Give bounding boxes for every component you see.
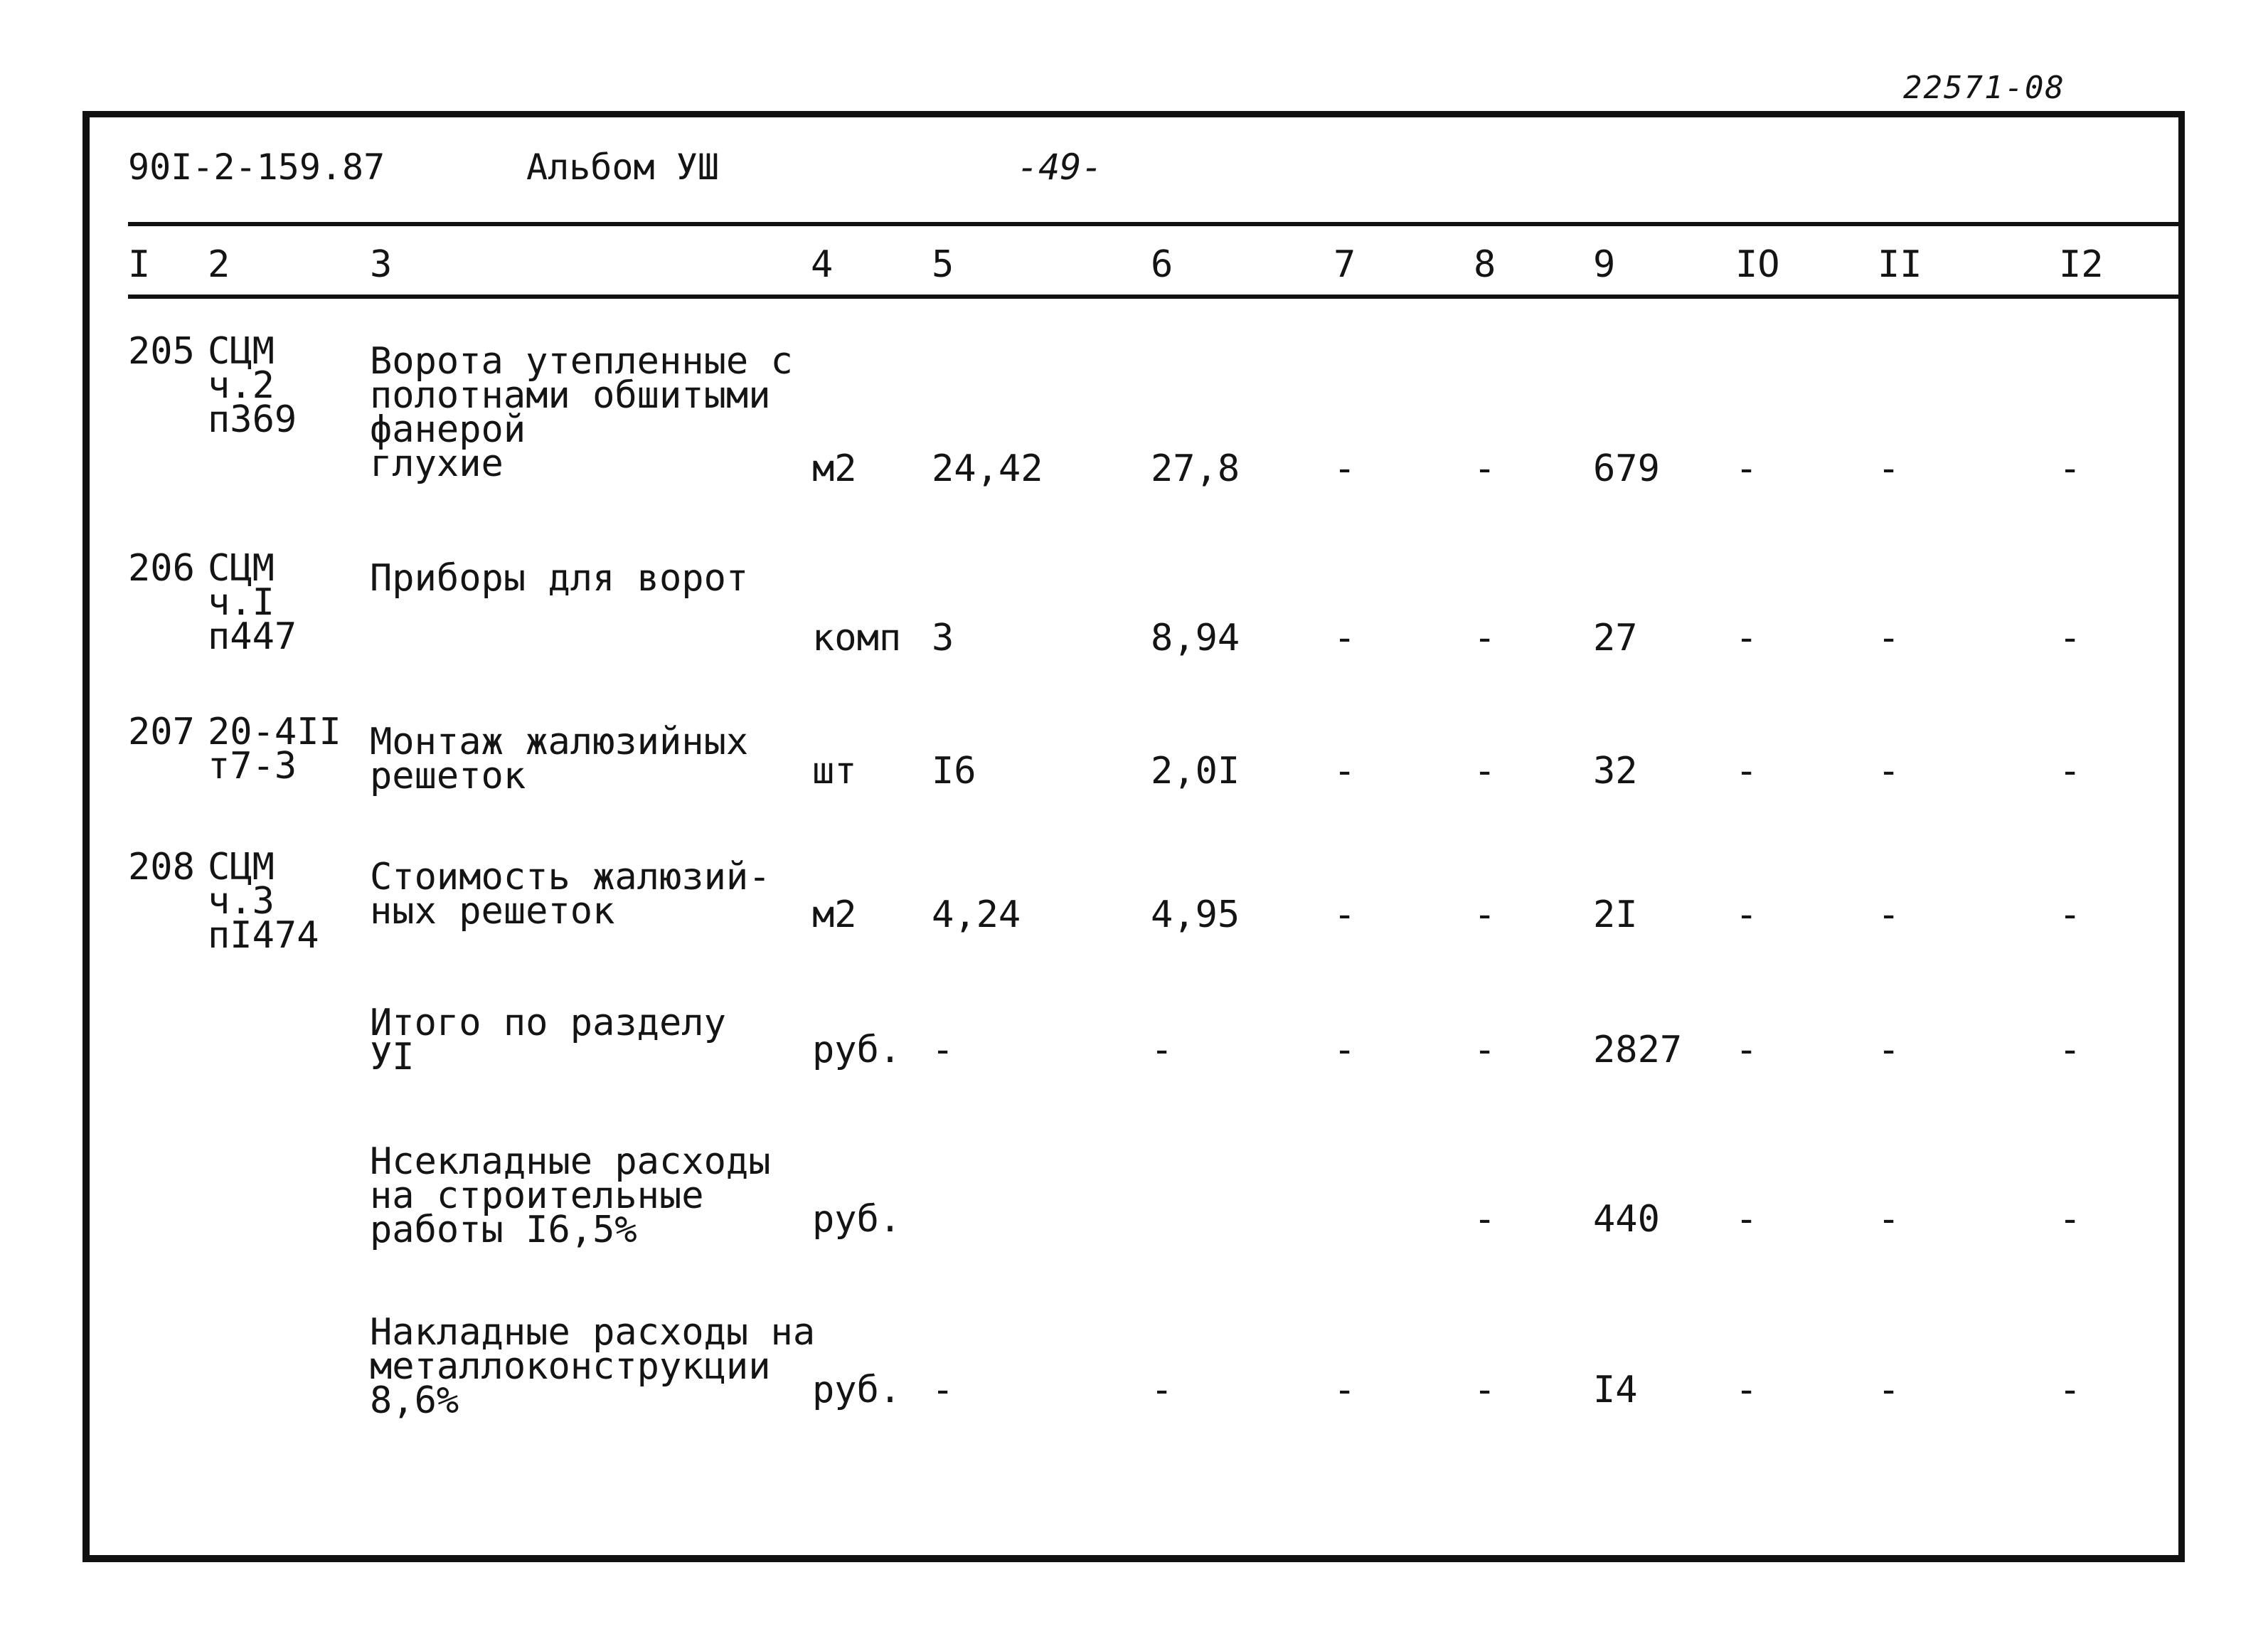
norm-code: СЦМ ч.3 пI474 <box>208 846 319 957</box>
value-c5: - <box>932 1369 954 1411</box>
unit: м2 <box>812 447 857 490</box>
value-c5: 3 <box>932 617 954 659</box>
value-c10: - <box>1735 750 1758 792</box>
item-name: Стоимость жалюзий- ных решеток <box>370 856 771 933</box>
value-c6: 2,0I <box>1151 750 1240 792</box>
value-c11: - <box>1878 750 1900 792</box>
column-header-divider <box>128 295 2185 299</box>
column-header: 6 <box>1151 243 1173 286</box>
value-c12: - <box>2059 617 2082 659</box>
item-name: Накладные расходы на металлоконструкции 8,6% <box>370 1311 816 1422</box>
value-c8: - <box>1474 447 1496 490</box>
value-c7: - <box>1333 893 1356 936</box>
row-number: 207 <box>128 711 195 753</box>
unit: руб. <box>812 1198 902 1241</box>
value-c10: - <box>1735 1369 1758 1411</box>
value-c10: - <box>1735 617 1758 659</box>
value-c8: - <box>1474 617 1496 659</box>
unit: руб. <box>812 1029 902 1071</box>
unit: шт <box>812 750 857 792</box>
value-c9: 32 <box>1593 750 1638 792</box>
value-c5: 4,24 <box>932 893 1021 936</box>
row-number: 205 <box>128 330 195 373</box>
column-header: 5 <box>932 243 954 286</box>
value-c11: - <box>1878 447 1900 490</box>
value-c11: - <box>1878 617 1900 659</box>
value-c8: - <box>1474 750 1496 792</box>
value-c12: - <box>2059 750 2082 792</box>
value-c9: I4 <box>1593 1369 1638 1411</box>
value-c7: - <box>1333 447 1356 490</box>
value-c8: - <box>1474 1198 1496 1241</box>
value-c12: - <box>2059 1029 2082 1071</box>
row-number: 206 <box>128 547 195 590</box>
value-c10: - <box>1735 447 1758 490</box>
value-c9: 27 <box>1593 617 1638 659</box>
value-c7: - <box>1333 750 1356 792</box>
value-c12: - <box>2059 447 2082 490</box>
unit: руб. <box>812 1369 902 1411</box>
value-c12: - <box>2059 1369 2082 1411</box>
column-header: 3 <box>370 243 393 286</box>
column-header: 7 <box>1333 243 1356 286</box>
value-c8: - <box>1474 1369 1496 1411</box>
value-c7: - <box>1333 1029 1356 1071</box>
column-header: I2 <box>2059 243 2104 286</box>
value-c7: - <box>1333 617 1356 659</box>
page-number: -49- <box>1017 147 1103 188</box>
value-c11: - <box>1878 893 1900 936</box>
value-c10: - <box>1735 1029 1758 1071</box>
value-c9: 2827 <box>1593 1029 1683 1071</box>
value-c11: - <box>1878 1029 1900 1071</box>
norm-code: СЦМ ч.2 п369 <box>208 330 297 441</box>
value-c9: 440 <box>1593 1198 1660 1241</box>
value-c8: - <box>1474 1029 1496 1071</box>
value-c5: I6 <box>932 750 976 792</box>
value-c9: 679 <box>1593 447 1660 490</box>
value-c6: - <box>1151 1369 1173 1411</box>
value-c12: - <box>2059 893 2082 936</box>
item-name: Приборы для ворот <box>370 557 749 600</box>
value-c6: 27,8 <box>1151 447 1240 490</box>
column-header: 8 <box>1474 243 1496 286</box>
item-name: Монтаж жалюзийных решеток <box>370 721 749 797</box>
column-header: 4 <box>811 243 834 286</box>
norm-code: СЦМ ч.I п447 <box>208 547 297 658</box>
album-label: Альбом УШ <box>526 147 719 188</box>
document-number: 22571-08 <box>1903 70 2065 106</box>
column-header: IO <box>1735 243 1780 286</box>
unit: м2 <box>812 893 857 936</box>
project-code: 90I-2-159.87 <box>128 147 385 188</box>
column-header: 9 <box>1593 243 1616 286</box>
item-name: Ворота утепленные с полотнами обшитыми фанерой глухие <box>370 340 793 485</box>
value-c10: - <box>1735 1198 1758 1241</box>
unit: комп <box>812 617 902 659</box>
column-header: 2 <box>208 243 230 286</box>
item-name: Итого по разделу УI <box>370 1002 726 1078</box>
column-header: I <box>128 243 151 286</box>
row-number: 208 <box>128 846 195 889</box>
header-divider <box>128 222 2185 226</box>
item-name: Нсекладные расходы на строительные работы I6,5% <box>370 1140 771 1251</box>
value-c5: 24,42 <box>932 447 1043 490</box>
value-c6: 8,94 <box>1151 617 1240 659</box>
value-c8: - <box>1474 893 1496 936</box>
norm-code: 20-4II т7-3 <box>208 711 341 787</box>
value-c11: - <box>1878 1369 1900 1411</box>
value-c10: - <box>1735 893 1758 936</box>
value-c11: - <box>1878 1198 1900 1241</box>
value-c6: - <box>1151 1029 1173 1071</box>
value-c7: - <box>1333 1369 1356 1411</box>
value-c5: - <box>932 1029 954 1071</box>
value-c12: - <box>2059 1198 2082 1241</box>
value-c9: 2I <box>1593 893 1638 936</box>
column-header: II <box>1878 243 1922 286</box>
value-c6: 4,95 <box>1151 893 1240 936</box>
